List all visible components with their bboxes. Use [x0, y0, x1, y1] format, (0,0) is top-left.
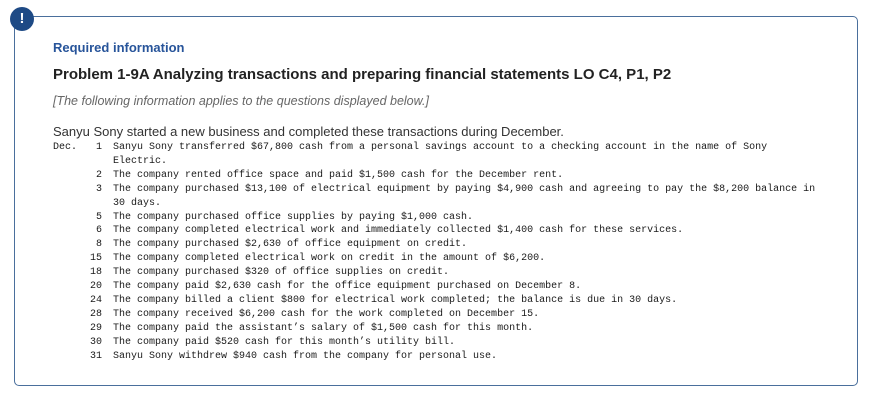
transaction-day: 2 [95, 169, 102, 181]
transaction-text: The company completed electrical work on credit in the amount of $6,200. [113, 253, 546, 265]
transaction-text: The company paid the assistant’s salary of $1,500 cash for this month. [113, 322, 534, 334]
transaction-row [53, 308, 823, 322]
alert-icon: ! [10, 7, 34, 31]
required-info-label: Required information [53, 40, 185, 55]
transaction-row [53, 350, 823, 364]
transaction-text: The company purchased $320 of office supplies on credit. [113, 267, 450, 279]
transaction-day: 28 [89, 308, 102, 320]
transaction-row [53, 211, 823, 225]
transaction-text: The company purchased $2,630 of office equipment on credit. [113, 239, 468, 251]
transaction-row [53, 266, 823, 280]
transaction-text: The company rented office space and paid $1,500 cash for the December rent. [113, 169, 564, 181]
intro-text: Sanyu Sony started a new business and completed these transactions during December. [53, 124, 564, 139]
transaction-text: The company paid $2,630 cash for the office equipment purchased on December 8. [113, 281, 582, 293]
transaction-row [53, 280, 823, 294]
transaction-day: 24 [89, 294, 102, 306]
transaction-row [53, 224, 823, 238]
transaction-day: 15 [89, 253, 102, 265]
transaction-row [53, 322, 823, 336]
transaction-day: 31 [89, 350, 102, 362]
month-label: Dec. [53, 142, 78, 153]
transaction-text: The company purchased office supplies by paying $1,000 cash. [113, 211, 474, 223]
transaction-text: Sanyu Sony transferred $67,800 cash from a personal savings account to a checking account in the name of Sony Electric. [113, 142, 768, 167]
transaction-row [53, 141, 823, 169]
transaction-text: The company completed electrical work and immediately collected $1,400 cash for these services. [113, 225, 684, 237]
transaction-row [53, 169, 823, 183]
transaction-text: The company billed a client $800 for electrical work completed; the balance is due in 30 days. [113, 294, 678, 306]
transaction-list [53, 141, 823, 364]
transaction-day: 30 [89, 336, 102, 348]
instruction-note: [The following information applies to the questions displayed below.] [53, 94, 429, 108]
transaction-text: The company purchased $13,100 of electrical equipment by paying $4,900 cash and agreeing to pay the $8,200 balance in 30 days. [113, 183, 816, 209]
transaction-day: 5 [95, 211, 102, 223]
transaction-day: 3 [95, 183, 102, 195]
transaction-day: 20 [89, 281, 102, 293]
transaction-row [53, 252, 823, 266]
transaction-day: 6 [95, 225, 102, 237]
transaction-day: 1 [95, 142, 102, 153]
transaction-day: 18 [89, 267, 102, 279]
transaction-row [53, 238, 823, 252]
transaction-day: 29 [89, 322, 102, 334]
transaction-day: 8 [95, 239, 102, 251]
transaction-text: The company received $6,200 cash for the work completed on December 15. [113, 308, 540, 320]
transaction-text: The company paid $520 cash for this month’s utility bill. [113, 336, 456, 348]
transaction-text: Sanyu Sony withdrew $940 cash from the company for personal use. [113, 350, 498, 362]
transaction-row [53, 183, 823, 211]
problem-title: Problem 1-9A Analyzing transactions and preparing financial statements LO C4, P1, P2 [53, 66, 672, 83]
transaction-row [53, 336, 823, 350]
transaction-row [53, 294, 823, 308]
